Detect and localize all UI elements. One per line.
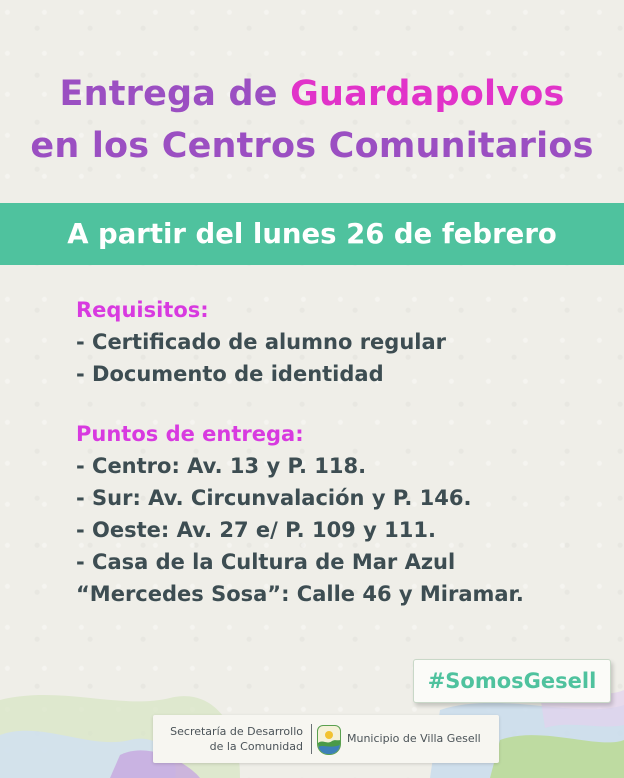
requisito-item: - Certificado de alumno regular xyxy=(76,330,447,354)
secretaria-line-2: de la Comunidad xyxy=(209,740,303,753)
punto-item: - Centro: Av. 13 y P. 118. xyxy=(76,454,367,478)
footer-banner xyxy=(153,715,499,763)
title-line-2: en los Centros Comunitarios xyxy=(30,126,594,166)
requisito-item: - Documento de identidad xyxy=(76,362,384,386)
title-line-1 xyxy=(0,68,624,120)
page-title xyxy=(0,68,624,172)
hashtag-badge: #SomosGesell xyxy=(413,659,611,703)
footer-divider xyxy=(311,724,312,754)
punto-item: - Oeste: Av. 27 e/ P. 109 y 111. xyxy=(76,518,436,542)
villa-gesell-logo-icon xyxy=(317,725,341,755)
puntos-heading: Puntos de entrega: xyxy=(76,422,304,446)
title-prefix: Entrega de xyxy=(59,74,291,114)
requisitos-heading: Requisitos: xyxy=(76,298,209,322)
date-banner xyxy=(0,203,624,265)
punto-item: - Casa de la Cultura de Mar Azul xyxy=(76,550,456,574)
title-highlight: Guardapolvos xyxy=(290,74,565,114)
secretaria-line-1: Secretaría de Desarrollo xyxy=(170,725,303,738)
info-block xyxy=(76,294,606,610)
date-banner-text: A partir del lunes 26 de febrero xyxy=(67,218,557,250)
punto-item: - Sur: Av. Circunvalación y P. 146. xyxy=(76,486,472,510)
municipio-label: Municipio de Villa Gesell xyxy=(347,732,481,745)
secretaria-label xyxy=(161,724,303,754)
punto-item: “Mercedes Sosa”: Calle 46 y Miramar. xyxy=(76,582,524,606)
